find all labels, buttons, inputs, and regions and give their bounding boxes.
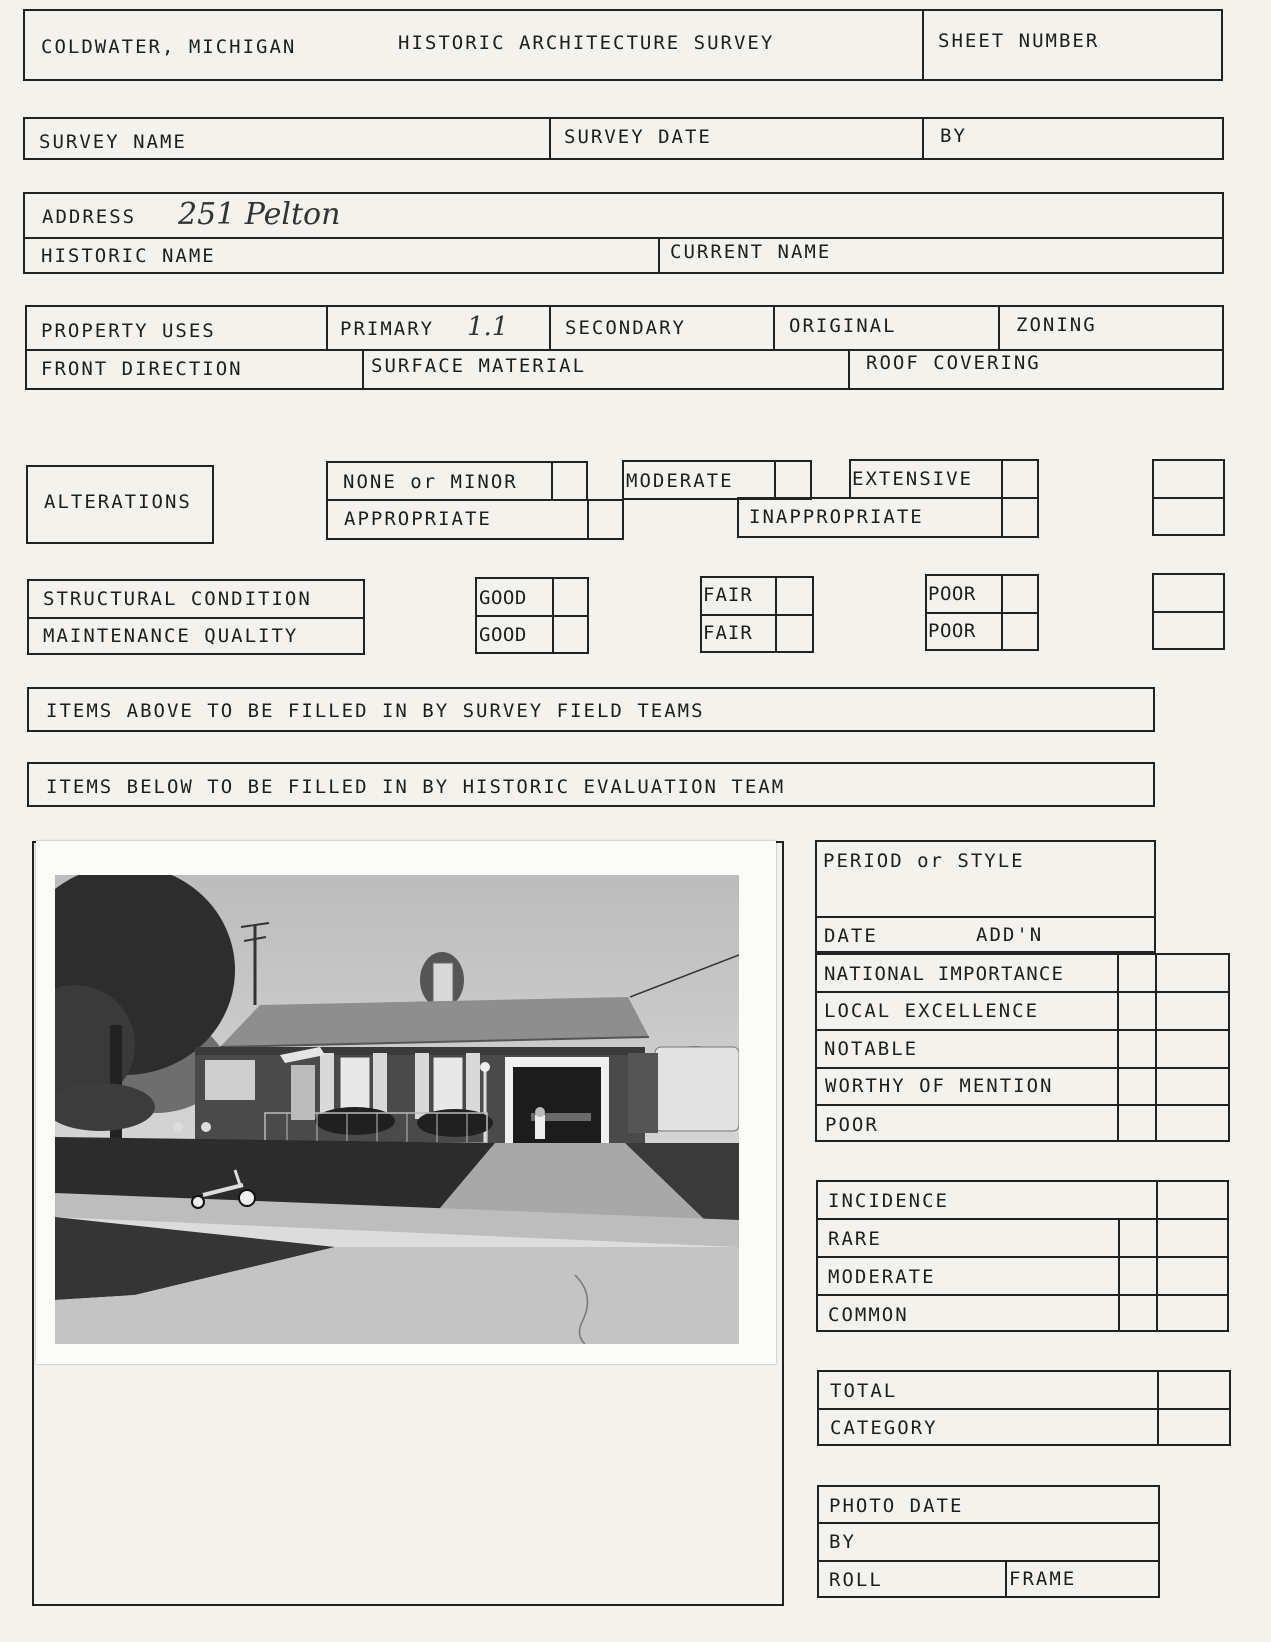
property-uses-label: PROPERTY USES: [41, 320, 216, 342]
none-minor-label: NONE or MINOR: [343, 471, 518, 493]
worthy-of-mention-label: WORTHY OF MENTION: [825, 1075, 1054, 1097]
date-label: DATE: [824, 925, 878, 947]
structural-poor-label: POOR: [928, 583, 976, 605]
rare-label: RARE: [828, 1228, 882, 1250]
structural-condition-label: STRUCTURAL CONDITION: [43, 588, 312, 610]
inappropriate-label: INAPPROPRIATE: [749, 506, 924, 528]
structural-fair-label: FAIR: [703, 584, 753, 606]
alterations-label: ALTERATIONS: [44, 491, 192, 513]
total-label: TOTAL: [830, 1380, 898, 1402]
appropriate-label: APPROPRIATE: [344, 508, 492, 530]
house-photo: [36, 841, 776, 1364]
common-label: COMMON: [828, 1304, 909, 1326]
survey-date-label: SURVEY DATE: [564, 126, 712, 148]
notable-label: NOTABLE: [824, 1038, 919, 1060]
alterations-moderate-label: MODERATE: [626, 470, 734, 492]
primary-value: 1.1: [467, 312, 509, 342]
period-style-label: PERIOD or STYLE: [823, 850, 1025, 872]
evaluation-team-note: ITEMS BELOW TO BE FILLED IN BY HISTORIC EVALUATION TEAM: [46, 776, 786, 798]
address-label: ADDRESS: [42, 206, 137, 228]
national-importance-label: NATIONAL IMPORTANCE: [824, 963, 1065, 985]
addn-label: ADD'N: [976, 924, 1044, 946]
address-value: 251 Pelton: [178, 197, 341, 232]
maintenance-fair-label: FAIR: [703, 622, 753, 644]
surface-material-label: SURFACE MATERIAL: [371, 355, 587, 377]
roof-covering-label: ROOF COVERING: [866, 352, 1041, 374]
frame-label: FRAME: [1009, 1568, 1077, 1590]
city-label: COLDWATER, MICHIGAN: [41, 36, 297, 58]
form-title: HISTORIC ARCHITECTURE SURVEY: [398, 32, 775, 54]
zoning-label: ZONING: [1016, 314, 1097, 336]
secondary-label: SECONDARY: [565, 317, 686, 339]
maintenance-poor-label: POOR: [928, 620, 976, 642]
maintenance-good-label: GOOD: [479, 624, 527, 646]
survey-name-label: SURVEY NAME: [39, 131, 187, 153]
house-photo-image: [55, 875, 739, 1344]
photo-by-label: BY: [829, 1531, 856, 1553]
local-excellence-label: LOCAL EXCELLENCE: [824, 1000, 1040, 1022]
primary-label: PRIMARY: [340, 318, 435, 340]
photo-date-label: PHOTO DATE: [829, 1495, 964, 1517]
current-name-label: CURRENT NAME: [670, 241, 832, 263]
evaluation-poor-label: POOR: [825, 1114, 879, 1136]
category-label: CATEGORY: [830, 1417, 938, 1439]
alterations-extensive-label: EXTENSIVE: [852, 468, 973, 490]
historic-name-label: HISTORIC NAME: [41, 245, 216, 267]
incidence-label: INCIDENCE: [828, 1190, 949, 1212]
sheet-number-label: SHEET NUMBER: [938, 30, 1100, 52]
maintenance-quality-label: MAINTENANCE QUALITY: [43, 625, 299, 647]
original-label: ORIGINAL: [789, 315, 897, 337]
front-direction-label: FRONT DIRECTION: [41, 358, 243, 380]
survey-by-label: BY: [940, 125, 967, 147]
roll-label: ROLL: [829, 1569, 883, 1591]
incidence-moderate-label: MODERATE: [828, 1266, 936, 1288]
field-team-note: ITEMS ABOVE TO BE FILLED IN BY SURVEY FIELD TEAMS: [46, 700, 705, 722]
structural-good-label: GOOD: [479, 587, 527, 609]
